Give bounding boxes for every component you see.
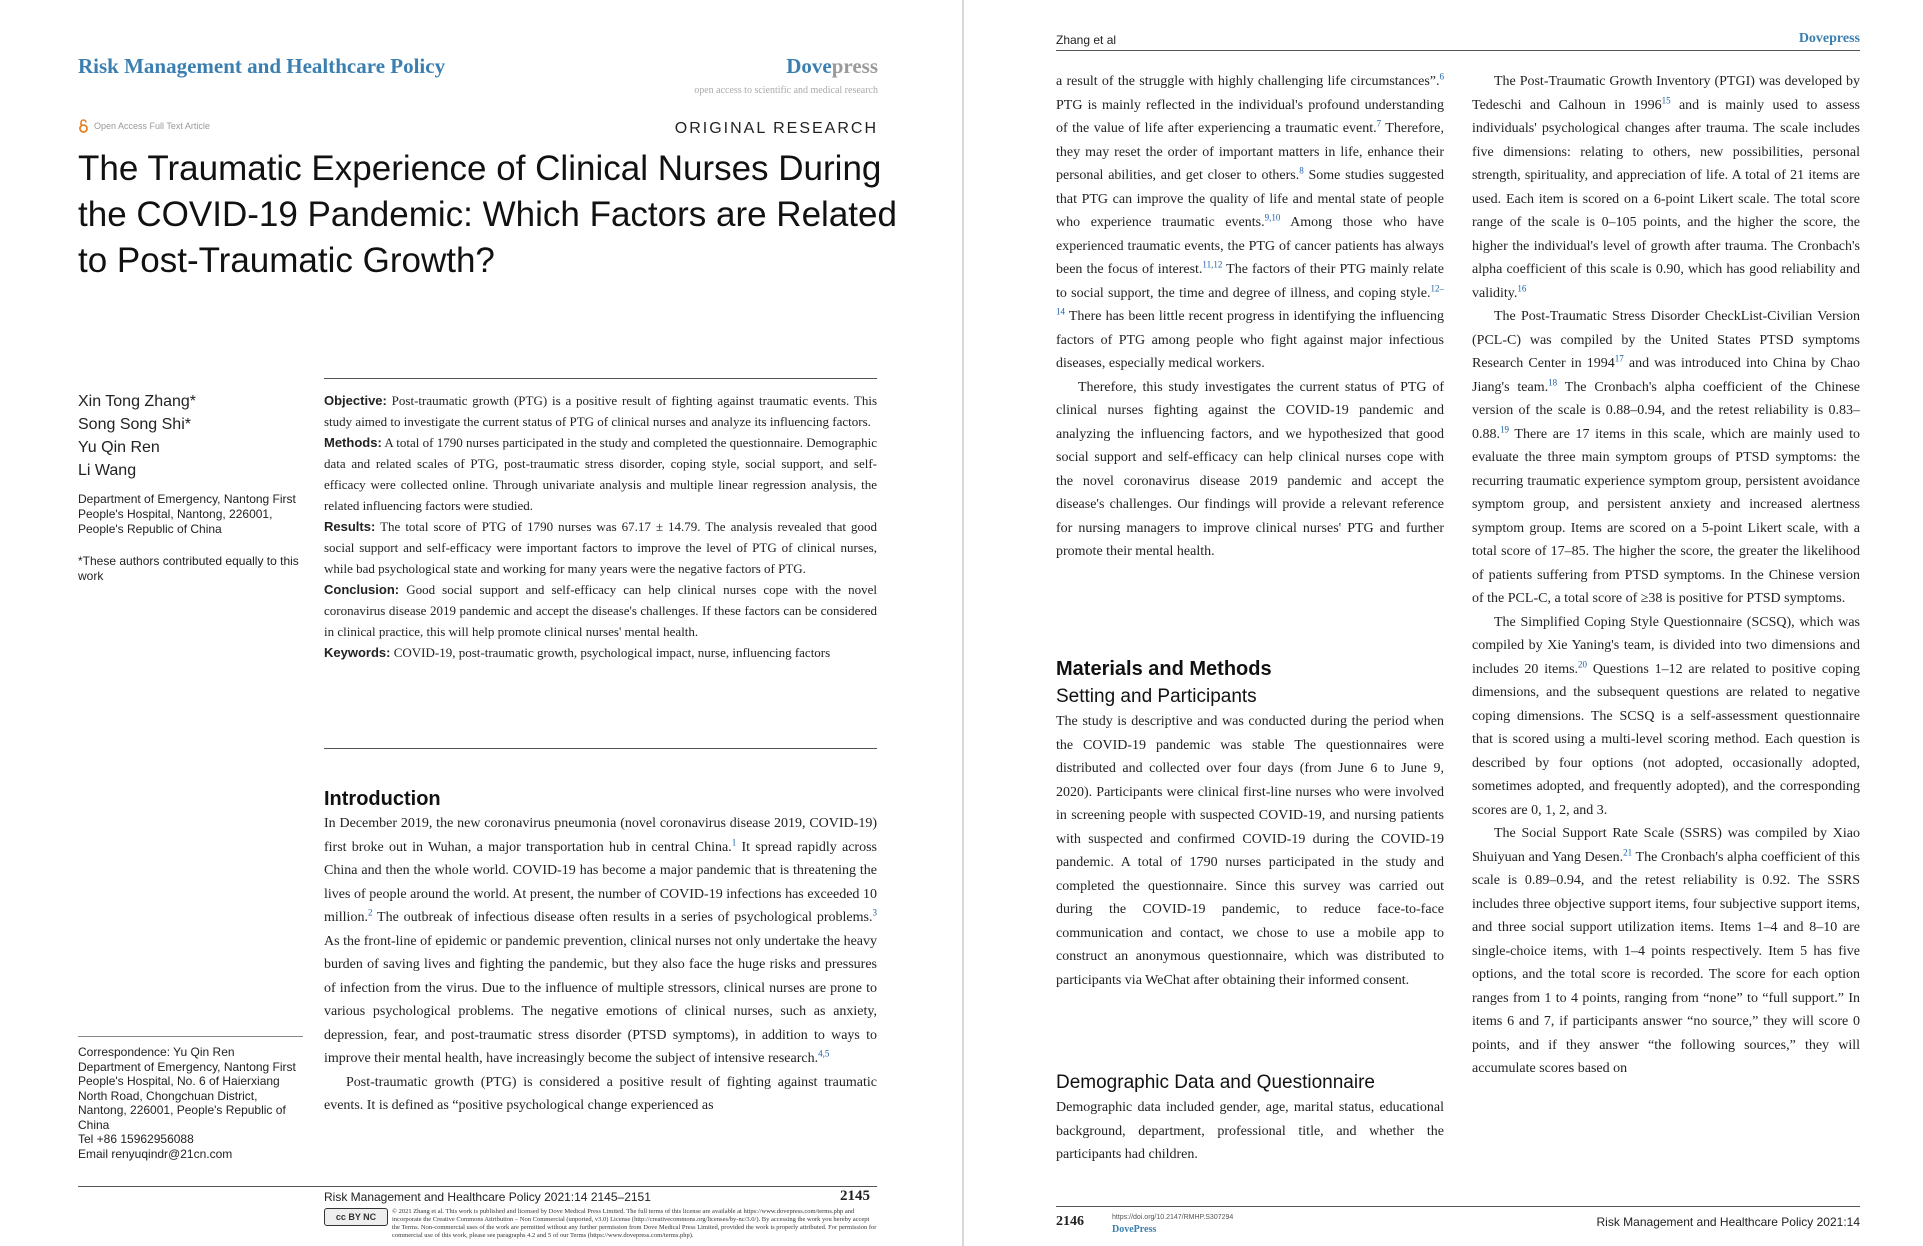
introduction-body (324, 812, 877, 1118)
author[interactable]: Li Wang (78, 462, 137, 479)
citation-ref[interactable]: 8 (1299, 165, 1304, 176)
author-list (78, 390, 196, 482)
open-access-icon (78, 119, 89, 133)
paragraph: Demographic data included gender, age, marital status, educational background, department, professional title, and whether the participants had children. (1056, 1100, 1444, 1162)
demographic-body (1056, 1096, 1444, 1167)
author[interactable]: Xin Tong Zhang* (78, 393, 197, 410)
column-2 (1472, 70, 1860, 1081)
abstract-keywords-label: Keywords: (324, 645, 391, 660)
footer-rule (78, 1186, 877, 1187)
correspondence-rule (78, 1036, 303, 1037)
footer-journal-citation: Risk Management and Healthcare Policy 2021:14 (1596, 1215, 1860, 1229)
citation-ref[interactable]: 17 (1614, 353, 1624, 364)
footer-doi-block (1112, 1212, 1233, 1236)
citation-ref[interactable]: 3 (872, 907, 877, 918)
paragraph: The Social Support Rate Scale (SSRS) was compiled by Xiao Shuiyuan and Yang Desen.$^{21}$ The Cronbach's alpha coefficient of this scale is 0.89–0.94, and the retest reliability is 0.92. The SSRS includes three objective support items, four subjective support items, and three social support utilization items. Items 1–4 and 8–10 are single-choice items, with 1–4 points respectively. Item 5 has five options, and the total score is recorded. The score for each option ranges from 1 to 4 points, ranging from “none” to “full support.” In items 6 and 7, if participants answer “no source,” they will score 0 points, and if they answer “the following sources,” they will accumulate scores based on (1472, 826, 1860, 1076)
abstract-keywords (324, 642, 877, 663)
paragraph: Post-traumatic growth (PTG) is considered a positive result of fighting against traumatic events. It is defined as “positive psychological change experienced as (324, 1074, 877, 1113)
footer-page-number: 2146 (1056, 1214, 1084, 1229)
creative-commons-badge[interactable]: cc BY NC (324, 1208, 388, 1226)
publisher-logo-press: press (831, 54, 878, 78)
abstract-methods-text: A total of 1790 nurses participated in the study and completed the questionnaire. Demographic data and related scales of PTG, post-traumatic stress disorder, coping style, social support, and self-efficacy were collected online. Through univariate analysis and multiple linear regression analysis, the related influencing factors were studied. (324, 435, 877, 513)
publisher-logo[interactable]: Dovepress (1798, 31, 1860, 46)
citation-ref[interactable]: 16 (1517, 282, 1527, 293)
correspondence-name: Correspondence: Yu Qin Ren (78, 1045, 235, 1059)
footer-dovepress-logo[interactable]: DovePress (1112, 1224, 1157, 1235)
citation-ref[interactable]: 19 (1500, 423, 1509, 434)
paragraph: The Simplified Coping Style Questionnaire (SCSQ), which was compiled by Xie Yaning's team, is divided into two dimensions and includes 20 items.$^{20}$ Questions 1–12 are related to positive coping dimensions, and the subsequent questions are related to negative coping dimensions. The SCSQ is a self-assessment questionnaire that is scored using a multi-level scoring method. Each question is described by four options (not adopted, occasionally adopted, sometimes adopted, and frequently adopted), and the corresponding scores are 0, 1, 2, and 3. (1472, 614, 1860, 818)
subsection-heading-setting: Setting and Participants (1056, 686, 1257, 707)
publisher-logo-dove: Dove (786, 54, 832, 78)
paragraph: The Post-Traumatic Stress Disorder CheckList-Civilian Version (PCL-C) was compiled by the United States PTSD symptoms Research Center in 1994$^{17}$ and was introduced into China by Chao Jiang's team.$^{18}$ The Cronbach's alpha coefficient of the Chinese version of the scale is 0.88–0.94, and the retest reliability is 0.83–0.88.19 There are 17 items in this scale, which are mainly used to evaluate the three main symptom groups of PTSD symptoms: the recurring traumatic experience symptom group, persistent avoidance symptom group, and persistent anxiety and increased alertness symptom group. Items are scored on a 5-point Likert scale, with a total score of 17–85. The higher the score, the greater the likelihood of patients suffering from PTSD symptoms. In the Chinese version of the PCL-C, a total score of ≥38 is positive for PTSD symptoms. (1472, 309, 1860, 606)
abstract-objective-text: Post-traumatic growth (PTG) is a positive result of fighting against traumatic events. This study aimed to investigate the current status of PTG of clinical nurses and analyze its influencing factors. (324, 393, 877, 429)
footer-rule (1056, 1206, 1860, 1207)
abstract-results (324, 516, 877, 579)
abstract (324, 390, 877, 663)
abstract-objective-label: Objective: (324, 393, 387, 408)
section-heading-introduction: Introduction (324, 788, 441, 810)
license-text: © 2021 Zhang et al. This work is published and licensed by Dove Medical Press Limited. The full terms of this license are available at https://www.dovepress.com/terms.php and incorporate the Creative Commons Attribution – Non Commercial (unported, v3.0) License (http://creativecommons.org/licenses/by-nc/3.0/). By accessing the work you hereby accept the Terms. Non-commercial uses of the work are permitted without any further permission from Dove Medical Press Limited, provided the work is properly attributed. For permission for commercial use of this work, please see paragraphs 4.2 and 5 of our Terms (https://www.dovepress.com/terms.php). (392, 1208, 877, 1239)
citation-ref[interactable]: 9,10 (1264, 212, 1281, 223)
footer-page-number: 2145 (840, 1188, 870, 1204)
license-block (324, 1208, 877, 1240)
affiliation: Department of Emergency, Nantong First People's Hospital, Nantong, 226001, People's Republic of China (78, 492, 296, 536)
citation-ref[interactable]: 6 (1439, 71, 1444, 82)
abstract-objective (324, 390, 877, 432)
correspondence-block (78, 1045, 308, 1161)
section-heading-materials-methods: Materials and Methods (1056, 658, 1272, 680)
setting-body (1056, 710, 1444, 992)
citation-ref[interactable]: 11,12 (1202, 259, 1223, 270)
abstract-conclusion-label: Conclusion: (324, 582, 400, 597)
abstract-results-text: The total score of PTG of 1790 nurses was 67.17 ± 14.79. The analysis revealed that good social support and self-efficacy were important factors to improve the level of PTG of clinical nurses, while bad psychological state and working for many years were the negative factors of PTG. (324, 519, 878, 576)
citation-ref[interactable]: 4,5 (818, 1048, 830, 1059)
right-page[interactable] (964, 0, 1923, 1246)
author[interactable]: Song Song Shi* (78, 416, 191, 433)
paragraph: In December 2019, the new coronavirus pneumonia (novel coronavirus disease 2019, COVID-19) first broke out in Wuhan, a major transportation hub in central China.$^1$ It spread rapidly across China and then the whole world. COVID-19 has become a major pandemic that is threatening the lives of people around the world. At present, the number of COVID-19 infections has exceeded 10 million.$^2$ The outbreak of infectious disease often results in a series of psychological problems.$^3$ As the front-line of epidemic or pandemic prevention, clinical nurses not only undertake the heavy burden of saving lives and fighting the pandemic, but they also face the huge risks and pressures of infection from the virus. Due to the influence of multiple stressors, clinical nurses are prone to various psychological problems. The negative emotions of clinical nurses, such as anxiety, depression, fear, and post-traumatic stress disorder (PTSD symptoms), in addition to ways to improve their mental health, have increasingly become the subject of intensive research.$^{4,5}$ (324, 816, 877, 1066)
open-access-label[interactable] (78, 119, 210, 133)
publisher-logo[interactable] (786, 54, 878, 79)
journal-name[interactable]: Risk Management and Healthcare Policy (78, 54, 446, 78)
abstract-methods-label: Methods: (324, 435, 382, 450)
citation-ref[interactable]: 7 (1376, 118, 1382, 129)
paragraph: Therefore, this study investigates the current status of PTG of clinical nurses fighting against the COVID-19 pandemic and analyzing the influencing factors, and we hypothesized that good social support and self-efficacy can help clinical nurses cope with the novel coronavirus disease 2019 pandemic and accept the disease's challenges. Our findings will provide a relevant reference for nursing managers to improve clinical nurses' PTG and further promote their mental health. (1056, 379, 1444, 559)
citation-ref[interactable]: 18 (1548, 376, 1558, 387)
abstract-conclusion-text: Good social support and self-efficacy can help clinical nurses cope with the novel coronavirus disease 2019 pandemic and accept the disease's challenges. If these factors can be considered in clinical practice, this will help promote clinical nurses' mental health. (324, 582, 878, 639)
article-title: The Traumatic Experience of Clinical Nurses During the COVID-19 Pandemic: Which Factors are Related to Post-Traumatic Growth? (78, 149, 897, 280)
column-1-top (1056, 70, 1444, 564)
subsection-heading-demographic: Demographic Data and Questionnaire (1056, 1072, 1375, 1093)
header-rule (1056, 50, 1860, 51)
correspondence-email[interactable]: Email renyuqindr@21cn.com (78, 1146, 233, 1161)
correspondence-address: Department of Emergency, Nantong First People's Hospital, No. 6 of Haierxiang North Road, Chongchuan District, Nantong, 226001, People's Republic of China (78, 1059, 296, 1132)
correspondence-phone: Tel +86 15962956088 (78, 1132, 194, 1146)
citation-ref[interactable]: 20 (1578, 658, 1588, 669)
article-type: ORIGINAL RESEARCH (674, 120, 878, 137)
publisher-tagline: open access to scientific and medical research (694, 85, 878, 96)
citation-ref[interactable]: 12–14 (1056, 282, 1444, 317)
author[interactable]: Yu Qin Ren (78, 439, 160, 456)
equal-contribution-note: *These authors contributed equally to this work (78, 554, 299, 583)
open-access-text: Open Access Full Text Article (94, 121, 210, 131)
citation-ref[interactable]: 21 (1623, 846, 1633, 857)
footer-doi-link[interactable]: https://doi.org/10.2147/RMHP.S307294 (1112, 1214, 1234, 1221)
citation-ref[interactable]: 1 (731, 836, 737, 847)
running-head: Zhang et al (1056, 33, 1117, 47)
abstract-methods (324, 432, 877, 516)
abstract-bottom-rule (324, 748, 877, 749)
abstract-results-label: Results: (324, 519, 376, 534)
abstract-top-rule (324, 378, 877, 379)
abstract-conclusion (324, 579, 877, 642)
abstract-keywords-text: COVID-19, post-traumatic growth, psychological impact, nurse, influencing factors (393, 645, 831, 660)
paragraph: a result of the struggle with highly challenging life circumstances”.$^6$ PTG is mainly reflected in the individual's profound understanding of the value of life after experiencing a traumatic event.$^7$ Therefore, they may reset the order of important matters in life, enhance their personal abilities, and get closer to others.$^8$ Some studies suggested that PTG can improve the quality of life and mental state of people who experience traumatic events.$^{9,10}$ Among those who have experienced traumatic events, the PTG of cancer patients has always been the focus of interest.$^{11,12}$ The factors of their PTG mainly relate to social support, the time and degree of illness, and coping style.$^{12-14}$ There has been little recent progress in identifying the influencing factors of PTG among people who fight against major infectious diseases, especially medical workers. (1056, 71, 1444, 371)
footer-journal-citation: Risk Management and Healthcare Policy 2021:14 2145–2151 (324, 1190, 651, 1204)
citation-ref[interactable]: 15 (1661, 94, 1671, 105)
citation-ref[interactable]: 2 (367, 907, 373, 918)
paragraph: The Post-Traumatic Growth Inventory (PTGI) was developed by Tedeschi and Calhoun in 1996$^{15}$ and is mainly used to assess individuals' psychological changes after trauma. The scale includes five dimensions: relating to others, new possibilities, personal strength, spirituality, and appreciation of life. A total of 21 items are used. Each item is scored on a 6-point Likert scale. The total score range of the scale is 0–105 points, and the higher the score, the higher the individual's level of growth after trauma. The Cronbach's alpha coefficient of this scale is 0.90, which has good reliability and validity.$^{16}$ (1472, 74, 1860, 301)
paragraph: The study is descriptive and was conducted during the period when the COVID-19 pandemic was stable The questionnaires were distributed and collected over four days (from June 6 to June 9, 2020). Participants were clinical first-line nurses who were involved in screening people with suspected COVID-19, and nursing patients with suspected and confirmed COVID-19 during the COVID-19 pandemic. A total of 1790 nurses participated in the study and completed the questionnaire. Since this survey was carried out during the COVID-19 pandemic, to reduce face-to-face communication and contact, we chose to use a mobile app to construct an anonymous questionnaire, which was distributed to participants via WeChat after obtaining their informed consent. (1056, 714, 1444, 988)
